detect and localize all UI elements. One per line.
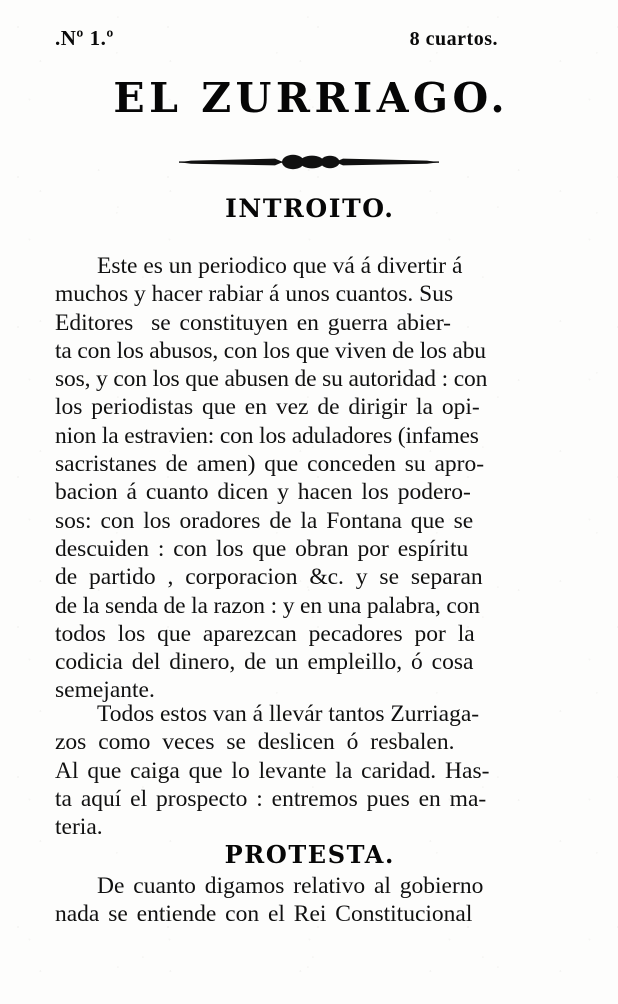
- text-line: sos: con los oradores de la Fontana que se: [55, 507, 474, 534]
- text-line: codicia del dinero, de un empleillo, ó cosa: [55, 649, 474, 676]
- paragraph-introito: [55, 252, 563, 705]
- text-line: todos los que aparezcan pecadores por la: [55, 620, 475, 647]
- text-line: De cuanto digamos relativo al gobierno: [97, 873, 484, 899]
- paragraph-protesta: [55, 872, 563, 929]
- text-line: nion la estravien: con los aduladores (infames: [55, 422, 479, 449]
- text-line: Este es un periodico que vá á divertir á: [97, 253, 463, 279]
- text-line: semejante.: [55, 677, 155, 704]
- section-heading-introito: INTROITO.: [225, 194, 395, 223]
- text-line: ta aquí el prospecto : entremos pues en ma-: [55, 785, 487, 812]
- text-line: de partido , corporacion &c. y se separan: [55, 564, 483, 591]
- text-line: Todos estos van á llevár tantos Zurriaga-: [97, 701, 480, 727]
- masthead: [55, 26, 566, 51]
- text-line: sos, y con los que abusen de su autoridad : con: [55, 366, 488, 393]
- text-line: Al que caiga que lo levante la caridad. Has-: [55, 757, 490, 784]
- ornament-lozenge-icon: [179, 152, 439, 172]
- text-line: zos como veces se deslicen ó resbalen.: [55, 729, 455, 756]
- issue-number: .Nº 1.º: [55, 26, 114, 50]
- section-heading-protesta: PROTESTA.: [224, 840, 395, 869]
- text-line: de la senda de la razon : y en una palabra, con: [55, 592, 480, 619]
- text-line: muchos y hacer rabiar á unos cuantos. Sus: [55, 281, 454, 308]
- text-line: ta con los abusos, con los que viven de los abu: [55, 337, 486, 364]
- text-line: nada se entiende con el Rei Constitucional: [55, 901, 473, 928]
- price-label: 8 cuartos.: [409, 28, 498, 50]
- publication-title: EL ZURRIAGO.: [113, 74, 510, 122]
- text-line: teria.: [55, 814, 103, 841]
- text-line: los periodistas que en vez de dirigir la opi-: [55, 394, 480, 421]
- text-line: sacristanes de amen) que conceden su apro-: [55, 451, 485, 478]
- text-line: Editores se constituyen en guerra abier-: [55, 309, 451, 336]
- paragraph-zurriagazos: [55, 700, 563, 841]
- text-line: bacion á cuanto dicen y hacen los podero-: [55, 479, 471, 506]
- text-line: descuiden : con los que obran por espíritu: [55, 535, 469, 562]
- ornament-rule: [0, 150, 618, 174]
